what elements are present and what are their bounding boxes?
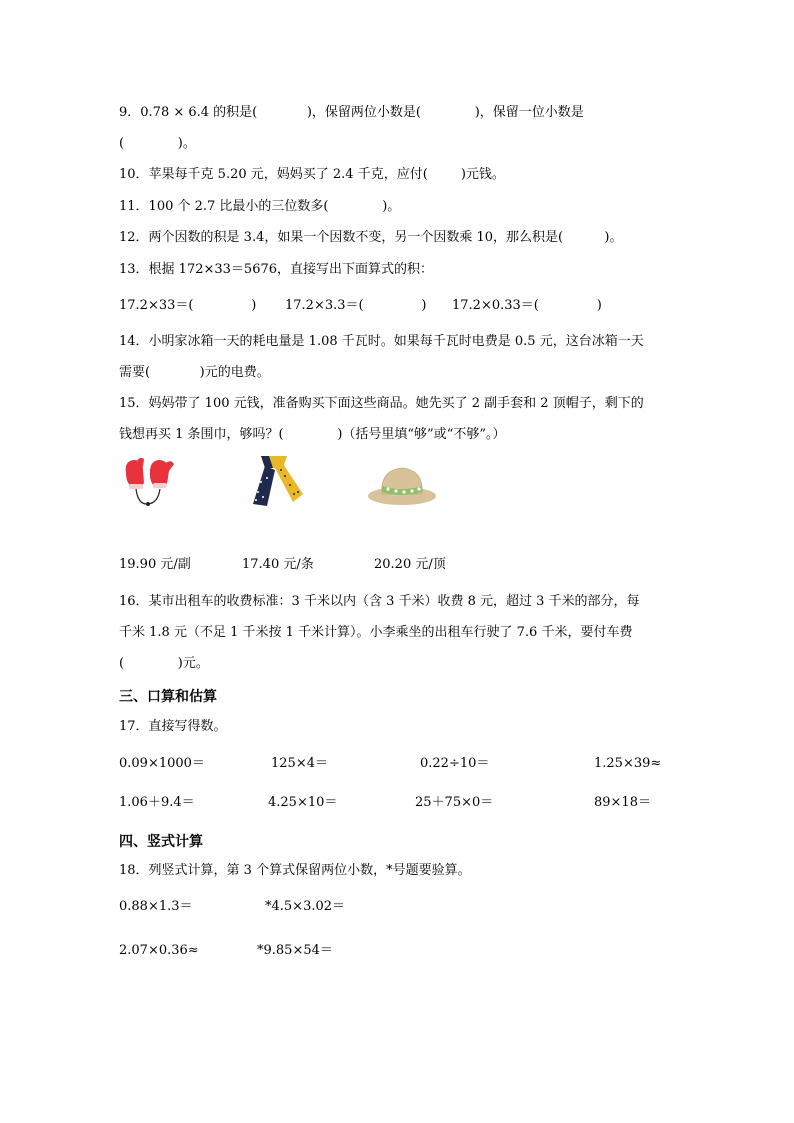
q17-r2-c4: 89×18＝ <box>594 795 651 810</box>
scarf-price: 17.40 元/条 <box>242 557 314 572</box>
q16-line1: 16．某市出租车的收费标准：3 千米以内（含 3 千米）收费 8 元，超过 3 千米的部分，每 <box>119 594 640 609</box>
q9-line1: 9．0.78 × 6.4 的积是( )，保留两位小数是( )，保留一位小数是 <box>119 105 584 120</box>
section-3-heading: 三、口算和估算 <box>119 689 217 705</box>
q17-stem: 17．直接写得数。 <box>119 719 227 734</box>
q17-r2-c2: 4.25×10＝ <box>268 795 338 810</box>
q12: 12．两个因数的积是 3.4，如果一个因数不变，另一个因数乘 10，那么积是( )。 <box>119 230 623 245</box>
q10: 10．苹果每千克 5.20 元，妈妈买了 2.4 千克，应付( )元钱。 <box>119 167 505 182</box>
q15-line1: 15．妈妈带了 100 元钱，准备购买下面这些商品。她先买了 2 副手套和 2 顶帽子，剩下的 <box>119 396 644 411</box>
q14-line1: 14．小明家冰箱一天的耗电量是 1.08 千瓦时。如果每千瓦时电费是 0.5 元，这台冰箱一天 <box>119 334 644 349</box>
q17-r1-c1: 0.09×1000＝ <box>119 756 205 771</box>
q14-line2: 需要( )元的电费。 <box>119 365 270 380</box>
mitten-icon <box>120 455 180 510</box>
hat-icon <box>366 460 438 508</box>
q18-stem: 18．列竖式计算，第 3 个算式保留两位小数，*号题要验算。 <box>119 863 471 878</box>
q13-item-1: 17.2×33＝( ) <box>119 298 257 313</box>
q17-r1-c4: 1.25×39≈ <box>594 756 662 771</box>
q17-r1-c2: 125×4＝ <box>271 756 328 771</box>
q18-r1-c1: 0.88×1.3＝ <box>119 899 193 914</box>
section-4-heading: 四、竖式计算 <box>119 834 203 850</box>
q13-stem: 13．根据 172×33＝5676，直接写出下面算式的积： <box>119 262 434 277</box>
q15-line2: 钱想再买 1 条围巾，够吗？( )（括号里填“够”或“不够”。） <box>119 427 506 442</box>
hat-price: 20.20 元/顶 <box>374 557 446 572</box>
q18-r2-c1: 2.07×0.36≈ <box>119 943 199 958</box>
scarf-icon <box>243 452 305 508</box>
q13-item-3: 17.2×0.33＝( ) <box>452 298 602 313</box>
q18-r2-c2: *9.85×54＝ <box>257 943 333 958</box>
q17-r2-c3: 25＋75×0＝ <box>415 795 494 810</box>
q11: 11．100 个 2.7 比最小的三位数多( )。 <box>119 199 401 214</box>
q17-r2-c1: 1.06＋9.4＝ <box>119 795 195 810</box>
q16-line3: ( )元。 <box>119 656 209 671</box>
q17-r1-c3: 0.22÷10＝ <box>420 756 490 771</box>
q18-r1-c2: *4.5×3.02＝ <box>265 899 346 914</box>
q16-line2: 千米 1.8 元（不足 1 千米按 1 千米计算）。小李乘坐的出租车行驶了 7.6 千米，要付车费 <box>119 625 633 640</box>
q9-line2: ( )。 <box>119 136 196 151</box>
q13-item-2: 17.2×3.3＝( ) <box>285 298 427 313</box>
mitten-price: 19.90 元/副 <box>119 557 191 572</box>
